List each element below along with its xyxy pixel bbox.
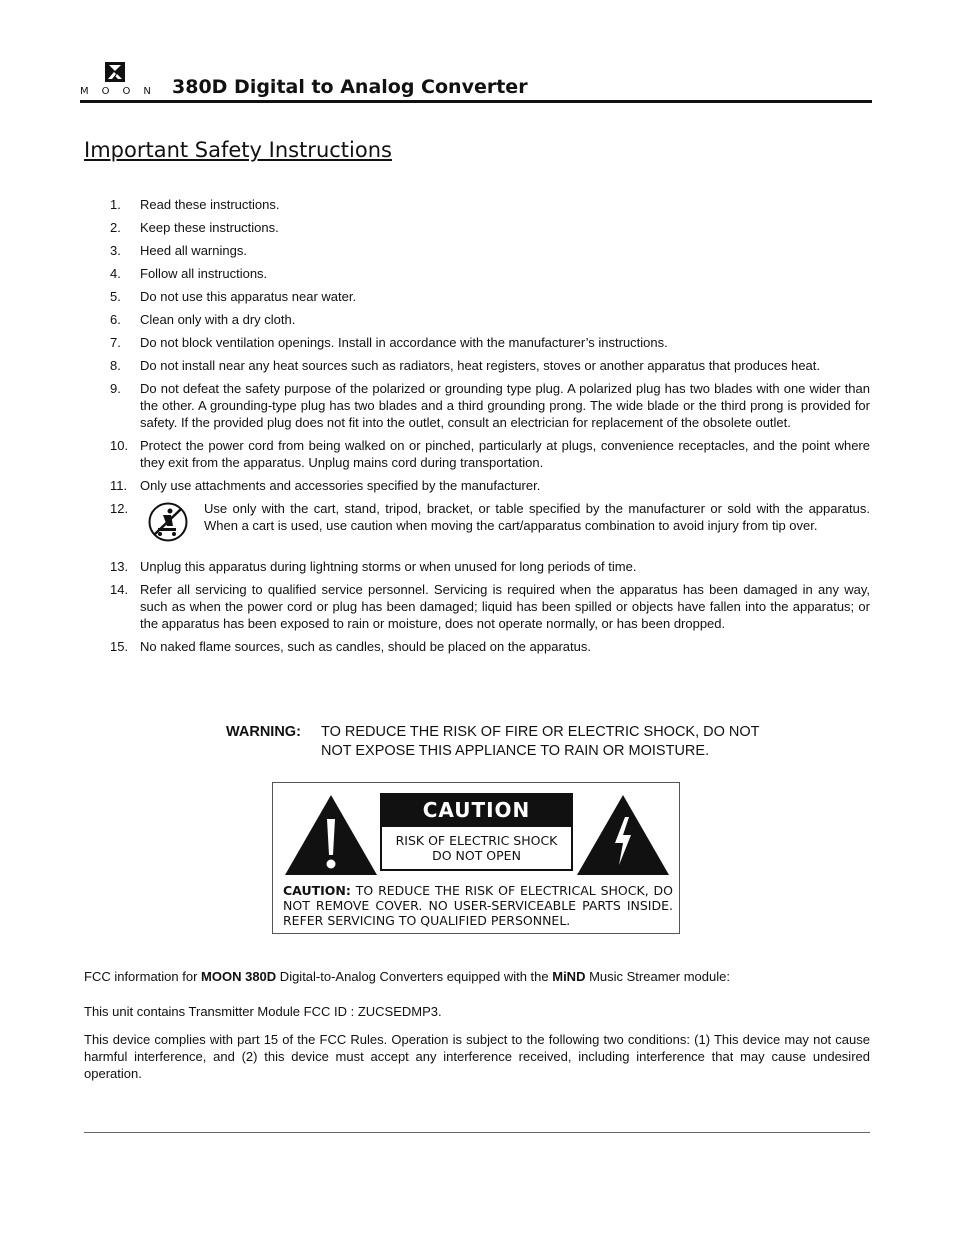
fcc-intro-mid: Digital-to-Analog Converters equipped with the [276, 969, 553, 984]
item-text: Refer all servicing to qualified service personnel. Servicing is required when the apparatus has been damaged in any way, such as when the power cord or plug has been damaged; liquid has been spilled or objects have fallen into the apparatus; or the apparatus has been exposed to rain or moisture, does not operate normally, or has been dropped. [140, 582, 870, 631]
item-number: 2. [110, 220, 121, 235]
warning-notice [226, 723, 760, 761]
item-number: 3. [110, 243, 121, 258]
fcc-module-id: This unit contains Transmitter Module FCC ID : ZUCSEDMP3. [84, 1004, 442, 1019]
item-text: Do not use this apparatus near water. [140, 289, 357, 304]
list-item [110, 196, 870, 213]
item-number: 13. [110, 559, 129, 574]
item-text: Heed all warnings. [140, 243, 247, 258]
list-item [110, 380, 870, 431]
fcc-intro-pre: FCC information for [84, 969, 202, 984]
fcc-module-name: MiND [552, 969, 586, 984]
document-title: 380D Digital to Analog Converter [172, 76, 528, 98]
caution-text-label: CAUTION: [283, 883, 351, 898]
list-item [110, 288, 870, 305]
exclamation-warning-icon [283, 793, 379, 877]
caution-header: CAUTION [380, 793, 573, 827]
lightning-bolt-icon [575, 793, 671, 877]
item-number: 6. [110, 312, 121, 327]
caution-inner-box [380, 827, 573, 871]
list-item [110, 558, 870, 575]
item-text: Do not block ventilation openings. Install in accordance with the manufacturer’s instructions. [140, 335, 668, 350]
item-text: Only use attachments and accessories specified by the manufacturer. [140, 478, 541, 493]
list-item [110, 437, 870, 471]
warning-line-1: TO REDUCE THE RISK OF FIRE OR ELECTRIC SHOCK, DO NOT [321, 724, 760, 740]
item-number: 15. [110, 639, 129, 654]
item-text: Do not install near any heat sources such as radiators, heat registers, stoves or another apparatus that produces heat. [140, 358, 820, 373]
caution-label [272, 782, 680, 934]
moon-logo-mark-icon [104, 61, 126, 83]
item-number: 4. [110, 266, 121, 281]
logo-wordmark: MOON [80, 86, 164, 97]
fcc-product-name: MOON 380D [201, 969, 277, 984]
item-text: Clean only with a dry cloth. [140, 312, 296, 327]
cart-tip-over-warning-icon [148, 502, 188, 542]
caution-inner-line-2: DO NOT OPEN [432, 848, 521, 863]
item-text: No naked flame sources, such as candles, should be placed on the apparatus. [140, 639, 591, 654]
list-item [110, 311, 870, 328]
list-item [110, 581, 870, 632]
item-text: Use only with the cart, stand, tripod, bracket, or table specified by the manufacturer or sold with the apparatus. When a cart is used, use caution when moving the cart/apparatus combination to avoid injury from tip over. [204, 501, 870, 533]
list-item [110, 638, 870, 655]
warning-label: WARNING: [226, 724, 301, 740]
header-divider [80, 100, 872, 103]
moon-logo [80, 58, 164, 98]
caution-inner-line-1: RISK OF ELECTRIC SHOCK [395, 833, 558, 848]
item-text: Unplug this apparatus during lightning storms or when unused for long periods of time. [140, 559, 637, 574]
warning-line-2: NOT EXPOSE THIS APPLIANCE TO RAIN OR MOISTURE. [321, 743, 710, 759]
list-item [110, 242, 870, 259]
list-item [110, 500, 870, 552]
item-text: Read these instructions. [140, 197, 280, 212]
item-text: Do not defeat the safety purpose of the polarized or grounding type plug. A polarized plug has two blades with one wider than the other. A grounding-type plug has two blades and a third grounding prong. The wide blade or the third prong is provided for safety. If the provided plug does not fit into the outlet, consult an electrician for replacement of the obsolete outlet. [140, 381, 870, 430]
footer-divider [84, 1132, 870, 1133]
fcc-intro-post: Music Streamer module: [585, 969, 730, 984]
item-number: 12. [110, 501, 129, 516]
item-number: 8. [110, 358, 121, 373]
item-number: 1. [110, 197, 121, 212]
item-number: 9. [110, 381, 121, 396]
list-item [110, 477, 870, 494]
item-text: Keep these instructions. [140, 220, 279, 235]
item-number: 11. [110, 478, 128, 493]
item-number: 7. [110, 335, 121, 350]
item-number: 5. [110, 289, 121, 304]
item-number: 14. [110, 582, 129, 597]
caution-text [283, 883, 673, 928]
caution-text-body: TO REDUCE THE RISK OF ELECTRICAL SHOCK, DO NOT REMOVE COVER. NO USER-SERVICEABLE PARTS INSIDE. REFER SERVICING TO QUALIFIED PERSONNEL. [283, 883, 673, 928]
section-title: Important Safety Instructions [84, 138, 392, 162]
list-item [110, 265, 870, 282]
item-text: Protect the power cord from being walked on or pinched, particularly at plugs, convenience receptacles, and the point where they exit from the apparatus. Unplug mains cord during transportation. [140, 438, 870, 470]
list-item [110, 219, 870, 236]
fcc-compliance: This device complies with part 15 of the FCC Rules. Operation is subject to the following two conditions: (1) This device may not cause harmful interference, and (2) this device must accept any interference received, including interference that may cause undesired operation. [84, 1032, 870, 1081]
list-item [110, 334, 870, 351]
fcc-intro [84, 968, 870, 985]
item-number: 10. [110, 438, 129, 453]
page-header [80, 58, 872, 104]
safety-instructions-list [110, 196, 870, 661]
list-item [110, 357, 870, 374]
item-text: Follow all instructions. [140, 266, 268, 281]
